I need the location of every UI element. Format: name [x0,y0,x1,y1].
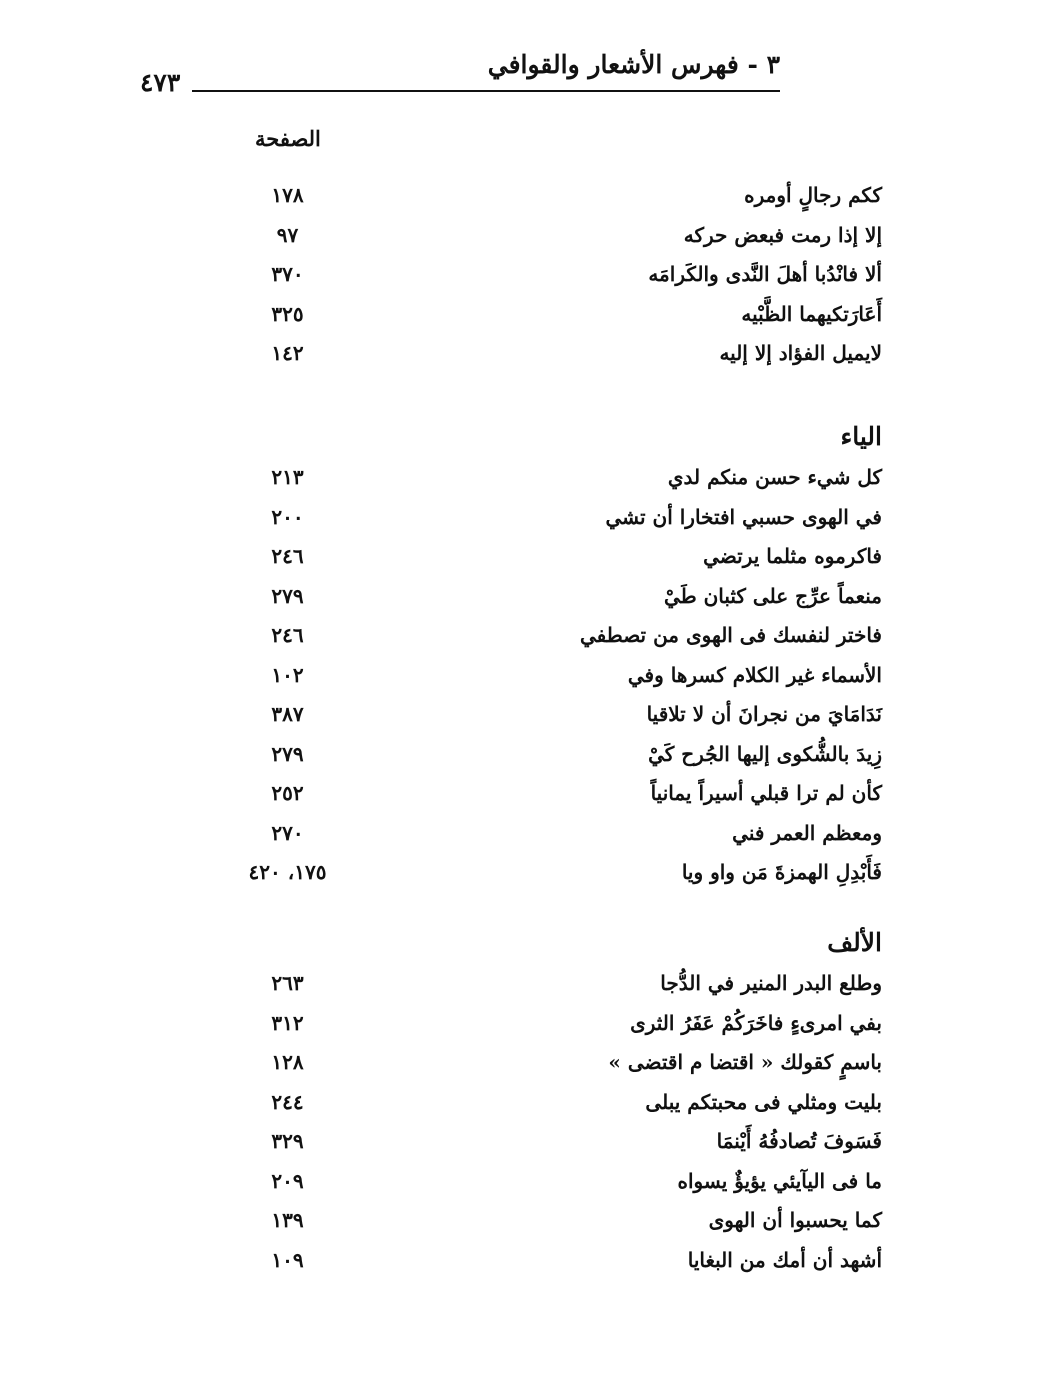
page-header [140,50,780,98]
verse-text: فَأَبْدِلِ الهمزةَ مَن واو ويا [681,860,882,884]
verse-text: نَدَامَايَ من نجرانَ أن لا تلاقيا [646,702,882,726]
page-reference: ٢٧٩ [271,741,304,766]
page-reference: ٣٢٩ [271,1129,304,1153]
verse-text: باسمٍ كقولك « اقتضا م اقتضى » [608,1050,882,1074]
index-row [240,695,882,735]
index-row [240,1122,882,1162]
verse-text: ككم رجالٍ أومره [744,183,882,207]
index-row [240,774,882,814]
verse-text: منعماً عرِّج على كثبان طَيْ [664,583,882,608]
verse-text: كأن لم ترا قبلي أسيراً يمانياً [650,781,882,805]
header-rule [192,90,780,92]
index-row [240,295,882,335]
verse-text: بليت ومثلي فى محبتكم يبلى [645,1089,882,1114]
verse-text: ما فى اليآيئي يؤيؤٌ يسواه [677,1168,882,1193]
index-row [240,814,882,854]
verse-text: لايميل الفؤاد إلا إليه [719,341,882,365]
page-reference: ١٠٩ [271,1247,304,1272]
page-reference: ٣٧٠ [271,262,304,286]
verse-text: كل شيء حسن منكم لدي [667,465,882,489]
index-row [240,1241,882,1281]
verse-text: إلا إذا رمت فبعض حركه [683,222,882,247]
index-row [240,735,882,775]
index-row [240,577,882,617]
index-rows [240,176,882,374]
index-row [240,537,882,577]
page-reference: ٢٤٦ [271,623,304,647]
page-reference: ٢٠٩ [271,1168,304,1193]
section-qaf-ha [240,176,882,374]
page-reference: ٢٥٢ [271,781,304,805]
page-reference: ٩٧ [276,222,299,247]
page-reference: ٢٧٠ [271,820,304,845]
index-row [240,656,882,696]
index-row [240,1162,882,1202]
verse-text: في الهوى حسبي افتخارا أن تشي [605,504,882,529]
index-row [240,1043,882,1083]
section-alif [240,922,882,1280]
page-reference: ٢١٣ [271,465,304,489]
index-row [240,853,882,893]
verse-text: وطلع البدر المنير في الدُّجا [660,971,882,995]
verse-text: أَعَارَتكيهما الظَّبْيه [741,301,882,326]
index-row [240,176,882,216]
index-rows [240,458,882,893]
page-reference: ١٧٨ [271,183,304,207]
verse-text: ألا فانْدُبا أهلَ النَّدى والكَرامَه [648,262,882,286]
index-row [240,964,882,1004]
index-row [240,1083,882,1123]
verse-text: فاكرموه مثلما يرتضي [703,544,882,568]
index-row [240,216,882,256]
page-reference: ٢٤٦ [271,544,304,568]
verse-text: فَسَوفَ تُصادفُهُ أَيْنمَا [716,1129,882,1153]
verse-text: الأسماء غير الكلام كسرها وفي [627,662,882,687]
verse-text: كما يحسبوا أن الهوى [708,1208,882,1232]
index-row [240,616,882,656]
verse-text: بفي امرىءٍ فاخَرَكُمْ عَفَرُ الثرى [630,1010,882,1035]
section-heading: الياء [840,422,882,451]
page-reference: ١٠٢ [271,662,304,687]
page-reference: ٣١٢ [271,1010,304,1035]
verse-text: أشهد أن أمك من البغايا [687,1247,882,1272]
running-title: ٣ - فهرس الأشعار والقوافي [487,50,780,79]
page-number: ٤٧٣ [140,68,181,97]
page-reference: ٢٠٠ [271,504,304,529]
page-reference: ٣٢٥ [271,301,304,326]
index-row [240,1201,882,1241]
index-rows [240,964,882,1280]
verse-text: زِيدَ بالشُّكوى إليها الجُرح كَيْ [648,741,882,766]
verse-text: فاختر لنفسك فى الهوى من تصطفي [580,623,882,647]
index-row [240,255,882,295]
section-ya [240,416,882,893]
page-reference: ٢٤٤ [271,1089,304,1114]
page-reference: ٢٧٩ [271,583,304,608]
index-row [240,1004,882,1044]
page-column-label: الصفحة [255,126,321,151]
index-row [240,498,882,538]
index-row [240,334,882,374]
section-heading: الألف [827,928,882,957]
page-reference: ١٤٢ [271,341,304,365]
page-reference: ٢٦٣ [271,971,304,995]
page-reference: ٣٨٧ [271,702,304,726]
page-reference: ١٢٨ [271,1050,304,1074]
verse-text: ومعظم العمر فني [732,820,882,845]
page-reference: ١٧٥، ٤٢٠ [248,860,327,884]
index-row [240,458,882,498]
page-reference: ١٣٩ [271,1208,304,1232]
